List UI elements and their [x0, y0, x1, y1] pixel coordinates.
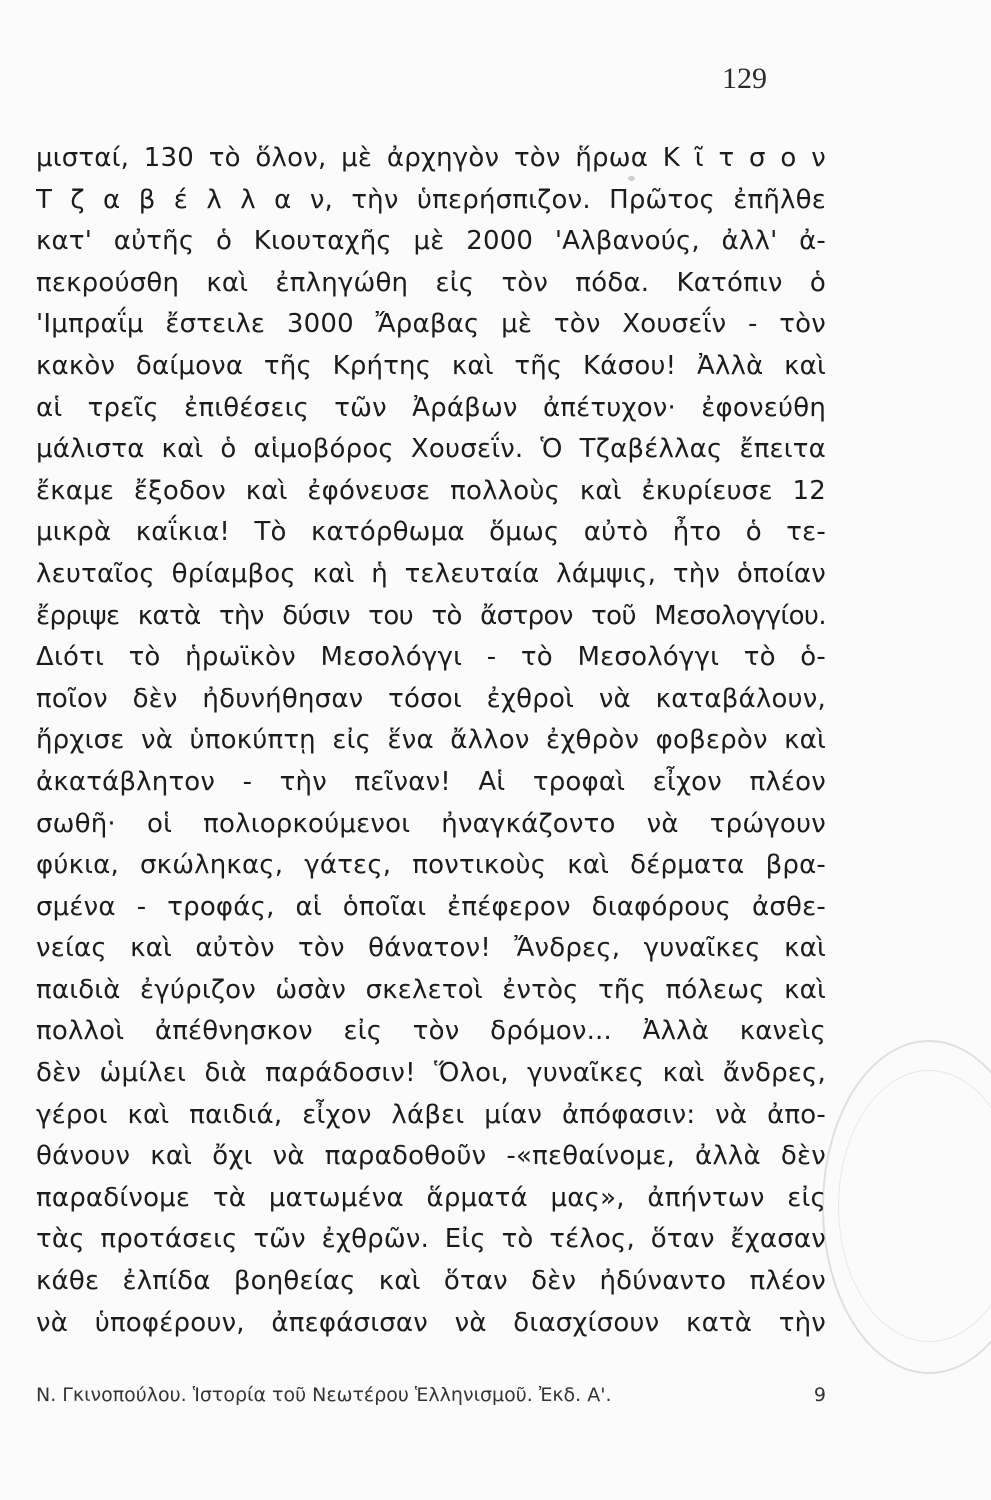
text-line: λευταῖος θρίαμβος καὶ ἡ τελευταία λάμψις, τὴν ὁποίαν [36, 558, 826, 589]
text-line: ἔρριψε κατὰ τὴν δύσιν του τὸ ἄστρον τοῦ Μεσολογγίου. [36, 600, 826, 631]
text-line: πεκρούσθη καὶ ἐπληγώθη εἰς τὸν πόδα. Κατόπιν ὁ [36, 267, 826, 298]
text-line: αἱ τρεῖς ἐπιθέσεις τῶν Ἀράβων ἀπέτυχον· ἐφονεύθη [36, 392, 826, 423]
footer-citation: Ν. Γκινοπούλου. Ἱστορία τοῦ Νεωτέρου Ἑλληνισμοῦ. Ἐκδ. Α'. [36, 1384, 612, 1406]
text-line: ἔκαμε ἔξοδον καὶ ἐφόνευσε πολλοὺς καὶ ἐκυρίευσε 12 [36, 475, 826, 506]
text-line: παιδιὰ ἐγύριζον ὡσὰν σκελετοὶ ἐντὸς τῆς πόλεως καὶ [36, 974, 826, 1005]
body-text [36, 138, 826, 1344]
text-line: σωθῆ· οἱ πολιορκούμενοι ἠναγκάζοντο νὰ τρώγουν [36, 808, 826, 839]
text-line: κάθε ἐλπίδα βοηθείας καὶ ὅταν δὲν ἠδύναντο πλέον [36, 1266, 826, 1297]
text-line: μάλιστα καὶ ὁ αἱμοβόρος Χουσεΐν. Ὁ Τζαβέλλας ἔπειτα [36, 434, 826, 465]
text-line: δὲν ὡμίλει διὰ παράδοσιν! Ὅλοι, γυναῖκες καὶ ἄνδρες, [36, 1058, 826, 1089]
text-line: κακὸν δαίμονα τῆς Κρήτης καὶ τῆς Κάσου! Ἀλλὰ καὶ [36, 350, 826, 381]
text-line: νὰ ὑποφέρουν, ἀπεφάσισαν νὰ διασχίσουν κατὰ τὴν [36, 1307, 826, 1338]
text-line: γέροι καὶ παιδιά, εἶχον λάβει μίαν ἀπόφασιν: νὰ ἀπο- [36, 1099, 826, 1130]
text-line: ἀκατάβλητον - τὴν πεῖναν! Αἱ τροφαὶ εἶχον πλέον [36, 766, 826, 797]
text-line: τὰς προτάσεις τῶν ἐχθρῶν. Εἰς τὸ τέλος, ὅταν ἔχασαν [36, 1224, 826, 1255]
text-line: Διότι τὸ ἡρωϊκὸν Μεσολόγγι - τὸ Μεσολόγγι τὸ ὁ- [36, 642, 826, 673]
text-line: μισταί, 130 τὸ ὅλον, μὲ ἀρχηγὸν τὸν ἥρωα Κ ῖ τ σ ο ν [36, 143, 826, 173]
text-line: μικρὰ καΐκια! Τὸ κατόρθωμα ὅμως αὐτὸ ἦτο ὁ τε- [36, 517, 826, 548]
text-line: θάνουν καὶ ὄχι νὰ παραδοθοῦν -«πεθαίνομε, ἀλλὰ δὲν [36, 1141, 826, 1172]
text-line: 'Ιμπραΐμ ἔστειλε 3000 Ἄραβας μὲ τὸν Χουσεΐν - τὸν [36, 309, 826, 340]
text-line: παραδίνομε τὰ ματωμένα ἅρματά μας», ἀπήντων εἰς [36, 1182, 826, 1213]
page-number: 129 [722, 62, 767, 95]
text-line: ἤρχισε νὰ ὑποκύπτῃ εἰς ἕνα ἄλλον ἐχθρὸν φοβερὸν καὶ [36, 725, 826, 756]
text-line: νείας καὶ αὐτὸν τὸν θάνατον! Ἄνδρες, γυναῖκες καὶ [36, 933, 826, 964]
page-footer [36, 1384, 826, 1406]
signature-mark: 9 [813, 1384, 826, 1406]
text-line: πολλοὶ ἀπέθνησκον εἰς τὸν δρόμον... Ἀλλὰ κανεὶς [36, 1016, 826, 1047]
text-line: κατ' αὐτῆς ὁ Κιουταχῆς μὲ 2000 'Αλβανούς, ἀλλ' ἀ- [36, 226, 826, 257]
text-line: φύκια, σκώληκας, γάτες, ποντικοὺς καὶ δέρματα βρα- [36, 850, 826, 881]
text-line: Τ ζ α β έ λ λ α ν, τὴν ὑπερήσπιζον. Πρῶτος ἐπῆλθε [36, 184, 826, 215]
text-line: σμένα - τροφάς, αἱ ὁποῖαι ἐπέφερον διαφόρους ἀσθε- [36, 891, 826, 922]
text-line: ποῖον δὲν ἠδυνήθησαν τόσοι ἐχθροὶ νὰ καταβάλουν, [36, 683, 826, 714]
